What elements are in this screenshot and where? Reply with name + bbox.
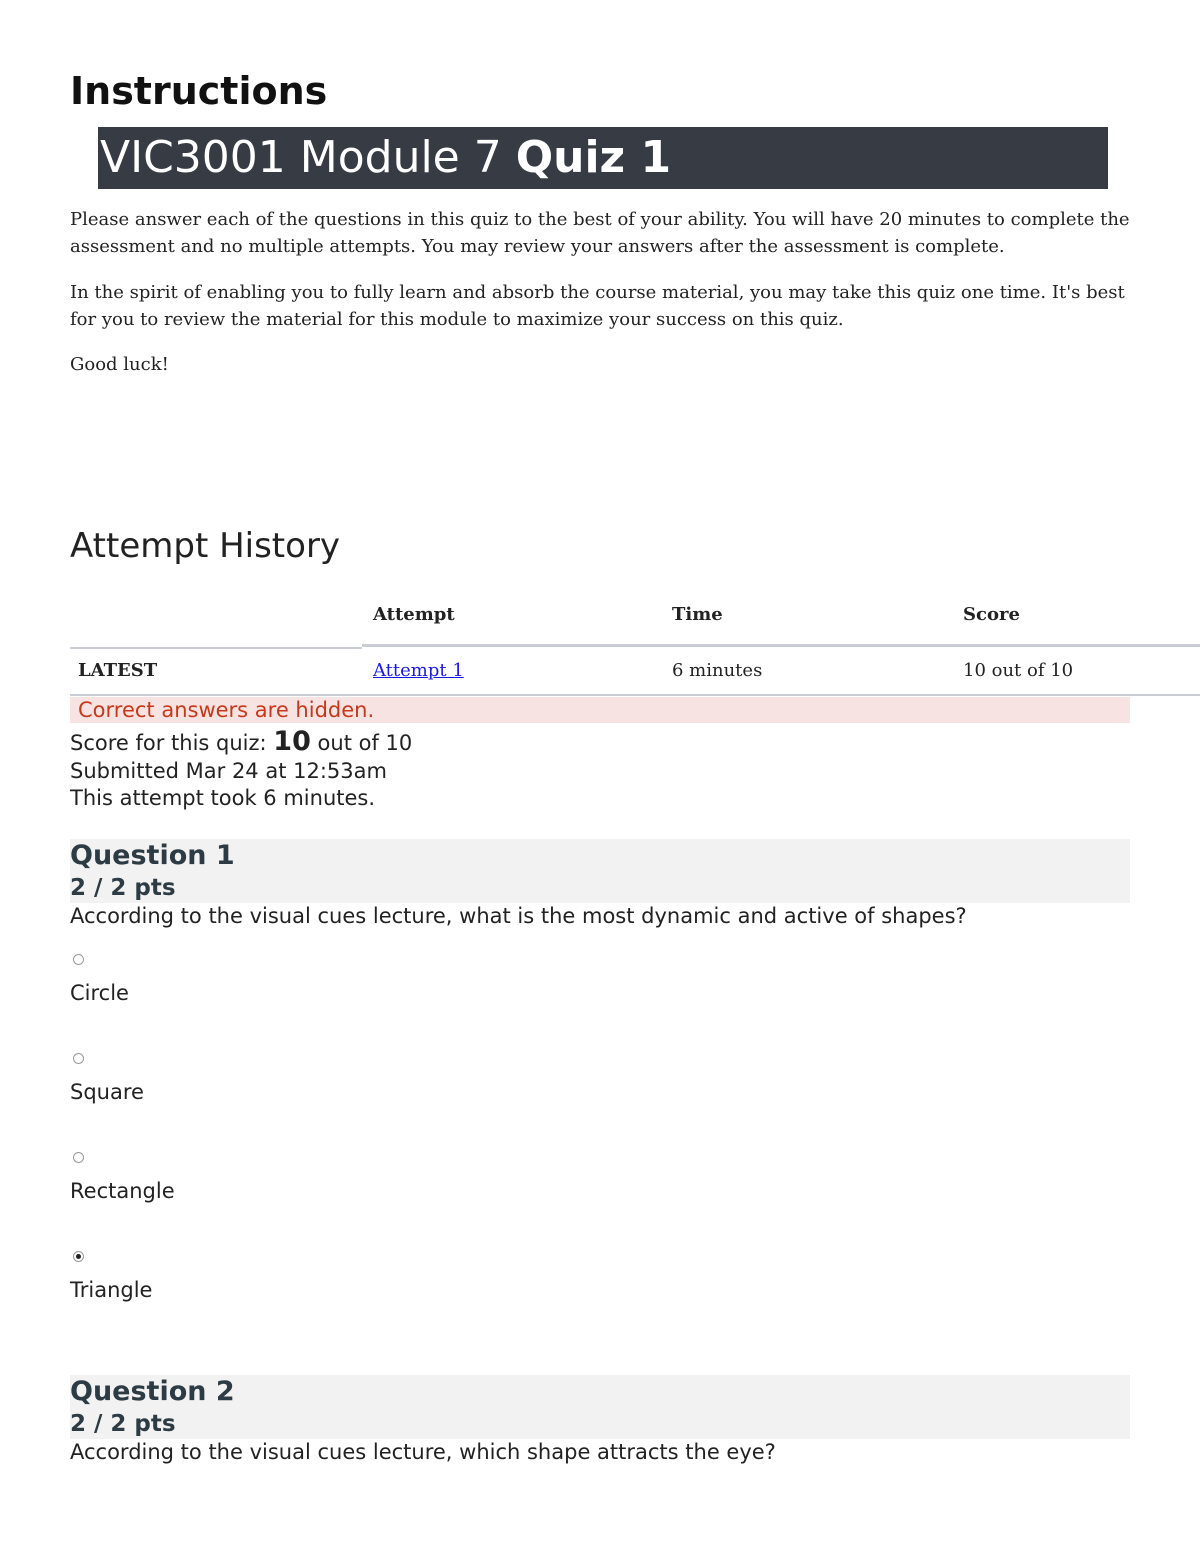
instructions-paragraph-1: Please answer each of the questions in this quiz to the best of your ability. You will have 20 minutes to complete the assessment and no multiple attempts. You may review your answers after the assessment is complete. bbox=[70, 209, 1130, 257]
table-header-divider bbox=[362, 644, 1200, 647]
score-prefix: Score for this quiz: bbox=[70, 731, 274, 755]
question-1-title: Question 1 bbox=[70, 840, 235, 871]
option-square-label: Square bbox=[70, 1080, 144, 1104]
attempt-duration: This attempt took 6 minutes. bbox=[70, 786, 376, 810]
option-triangle-radio[interactable] bbox=[73, 1251, 84, 1262]
quiz-title-prefix: VIC3001 Module 7 bbox=[100, 132, 516, 183]
instructions-paragraph-3: Good luck! bbox=[70, 354, 169, 375]
question-2-points: 2 / 2 pts bbox=[70, 1411, 176, 1437]
column-header-time: Time bbox=[672, 604, 723, 625]
question-2-title: Question 2 bbox=[70, 1376, 235, 1407]
attempt-1-link[interactable]: Attempt 1 bbox=[373, 660, 464, 681]
correct-answers-hidden-notice: Correct answers are hidden. bbox=[70, 697, 1130, 723]
instructions-paragraph-2: In the spirit of enabling you to fully learn and absorb the course material, you may take this quiz one time. It's best for you to review the material for this module to maximize your success on this quiz. bbox=[70, 282, 1125, 330]
column-header-attempt: Attempt bbox=[373, 604, 455, 625]
quiz-title-bold: Quiz 1 bbox=[515, 132, 672, 183]
quiz-score-line bbox=[70, 728, 412, 757]
question-2-text: According to the visual cues lecture, which shape attracts the eye? bbox=[70, 1440, 776, 1464]
attempt-score-cell: 10 out of 10 bbox=[963, 660, 1074, 681]
option-circle-label: Circle bbox=[70, 981, 129, 1005]
attempt-time-cell: 6 minutes bbox=[672, 660, 763, 681]
instructions-heading: Instructions bbox=[70, 69, 328, 113]
score-suffix: out of 10 bbox=[310, 731, 413, 755]
column-header-score: Score bbox=[963, 604, 1020, 625]
option-triangle-label: Triangle bbox=[70, 1278, 153, 1302]
attempt-row-label: LATEST bbox=[78, 660, 158, 681]
option-square-radio[interactable] bbox=[73, 1053, 84, 1064]
option-rectangle-radio[interactable] bbox=[73, 1152, 84, 1163]
quiz-title-banner bbox=[98, 127, 1108, 189]
option-rectangle-label: Rectangle bbox=[70, 1179, 175, 1203]
score-value: 10 bbox=[273, 726, 311, 757]
table-bottom-divider bbox=[70, 694, 1200, 696]
attempt-history-heading: Attempt History bbox=[70, 526, 341, 566]
option-circle-radio[interactable] bbox=[73, 954, 84, 965]
question-1-text: According to the visual cues lecture, what is the most dynamic and active of shapes? bbox=[70, 904, 967, 928]
table-row-divider bbox=[70, 647, 362, 649]
submitted-time: Submitted Mar 24 at 12:53am bbox=[70, 759, 387, 783]
question-1-points: 2 / 2 pts bbox=[70, 875, 176, 901]
